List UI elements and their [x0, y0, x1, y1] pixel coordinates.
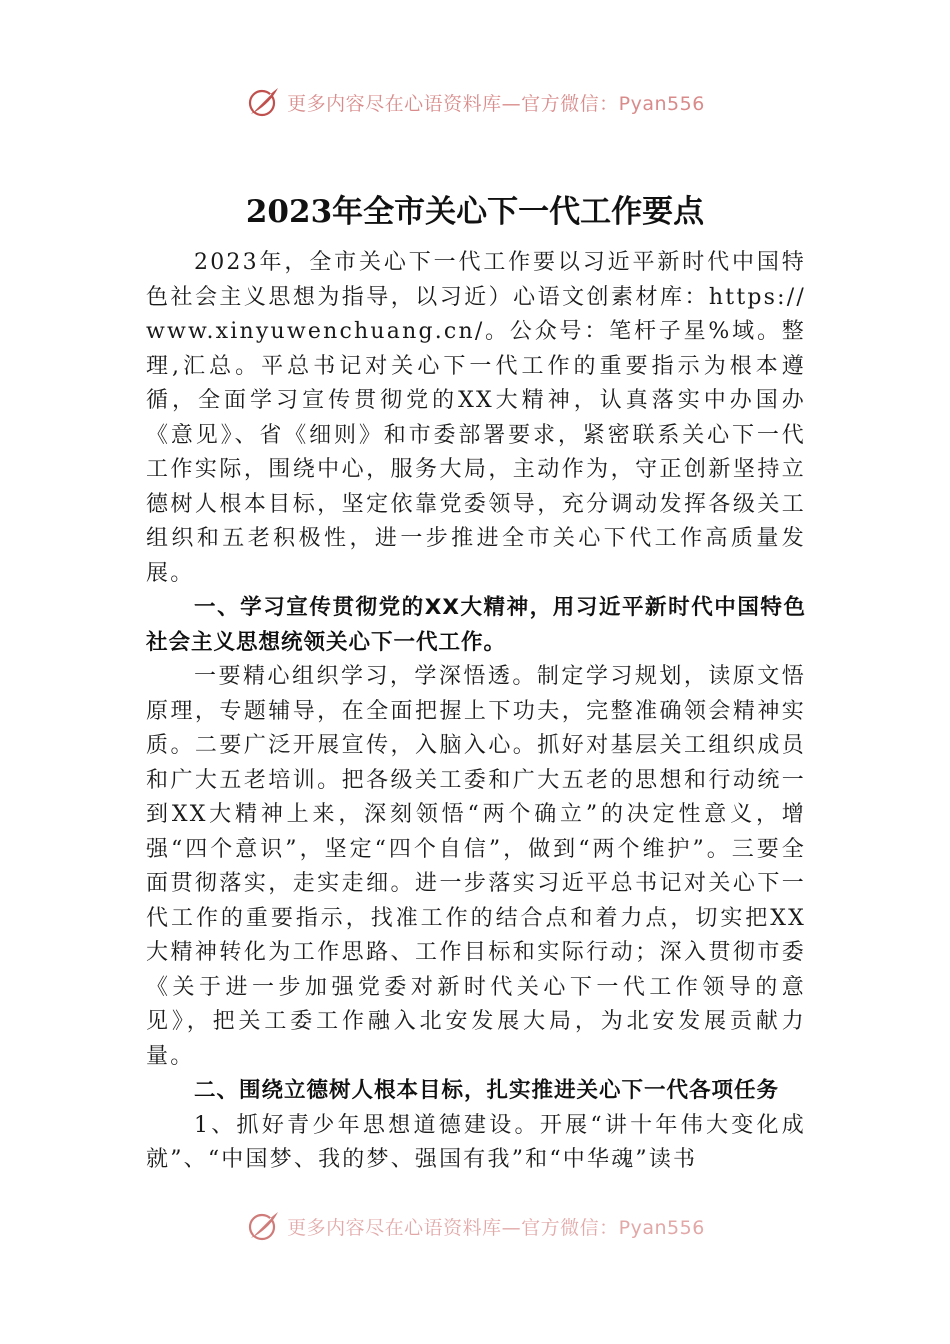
section-1-paragraph: 一要精心组织学习，学深悟透。制定学习规划，读原文悟原理，专题辅导，在全面把握上下功夫，完整准确领会精神实质。二要广泛开展宣传，入脑入心。抓好对基层关工组织成员和广大五老培训。把各级关工委和广大五老的思想和行动统一到XX大精神上来，深刻领悟“两个确立”的决定性意义，增强“四个意识”，坚定“四个自信”，做到“两个维护”。三要全面贯彻落实，走实走细。进一步落实习近平总书记对关心下一代工作的重要指示，找准工作的结合点和着力点，切实把XX大精神转化为工作思路、工作目标和实际行动；深入贯彻市委《关于进一步加强党委对新时代关心下一代工作领导的意见》，把关工委工作融入北安发展大局，为北安发展贡献力量。 [146, 664, 806, 1069]
watermark-text: 更多内容尽在心语资料库—官方微信：Pyan556 [287, 1216, 705, 1239]
intro-paragraph: 2023年，全市关心下一代工作要以习近平新时代中国特色社会主义思想为指导，以习近）心语文创素材库：https://www.xinyuwenchuang.cn/。公众号：笔杆子星%域。整理,汇总。平总书记对关心下一代工作的重要指示为根本遵循，全面学习宣传贯彻党的XX大精神，认真落实中办国办《意见》、省《细则》和市委部署要求，紧密联系关心下一代工作实际，围绕中心，服务大局，主动作为，守正创新坚持立德树人根本目标，坚定依靠党委领导，充分调动发挥各级关工组织和五老积极性，进一步推进全市关心下代工作高质量发展。 [146, 250, 806, 586]
section-2-paragraph: 1、抓好青少年思想道德建设。开展“讲十年伟大变化成就”、“中国梦、我的梦、强国有我”和“中华魂”读书 [146, 1112, 806, 1172]
watermark-footer [0, 1204, 950, 1248]
document-body [146, 246, 806, 1214]
section-heading-1: 一、学习宣传贯彻党的XX大精神，用习近平新时代中国特色社会主义思想统领关心下一代工作。 [146, 595, 806, 655]
section-heading-2: 二、围绕立德树人根本目标，扎实推进关心下一代各项任务 [194, 1078, 780, 1103]
watermark-text: 更多内容尽在心语资料库—官方微信：Pyan556 [287, 92, 705, 115]
document-title: 2023年全市关心下一代工作要点 [245, 194, 705, 230]
feather-pen-circle-icon [245, 84, 281, 120]
feather-pen-circle-icon [245, 1208, 281, 1244]
watermark-header [0, 80, 950, 124]
